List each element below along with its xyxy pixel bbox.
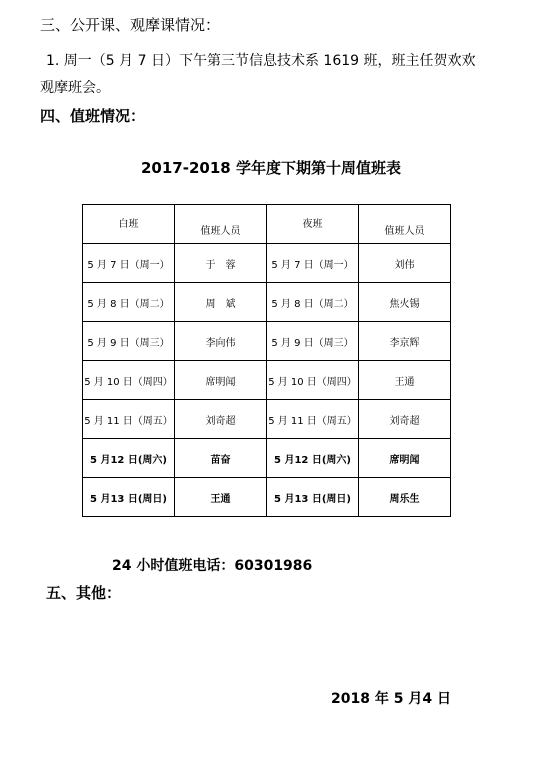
section-3-item-line2: 观摩班会。 <box>40 80 110 96</box>
section-3-item-line1: 1. 周一（5 月 7 日）下午第三节信息技术系 1619 班，班主任贺欢欢 <box>46 53 476 69</box>
duty-table <box>82 204 451 517</box>
table-row <box>83 322 451 361</box>
night-staff: 刘伟 <box>359 244 451 283</box>
day-staff: 于 蓉 <box>175 244 267 283</box>
header-day-staff: 值班人员 <box>175 205 267 244</box>
day-staff: 刘奇超 <box>175 400 267 439</box>
header-night-staff: 值班人员 <box>359 205 451 244</box>
day-staff: 席明闻 <box>175 361 267 400</box>
day-date: 5 月 7 日（周一） <box>83 244 175 283</box>
signature-date: 2018 年 5 月4 日 <box>331 691 451 707</box>
day-staff: 王通 <box>175 478 267 517</box>
section-4-heading: 四、值班情况： <box>40 107 146 125</box>
section-3-heading: 三、公开课、观摩课情况： <box>40 16 221 34</box>
table-row <box>83 478 451 517</box>
night-date: 5 月 8 日（周二） <box>267 283 359 322</box>
day-date: 5 月12 日(周六) <box>83 439 175 478</box>
night-date: 5 月12 日(周六) <box>267 439 359 478</box>
day-staff: 周 斌 <box>175 283 267 322</box>
day-date: 5 月 10 日（周四） <box>83 361 175 400</box>
day-date: 5 月 8 日（周二） <box>83 283 175 322</box>
table-row <box>83 439 451 478</box>
night-date: 5 月 10 日（周四） <box>267 361 359 400</box>
night-staff: 周乐生 <box>359 478 451 517</box>
duty-phone-line: 24 小时值班电话：60301986 <box>112 558 313 574</box>
night-staff: 焦火锡 <box>359 283 451 322</box>
section-5-heading: 五、其他： <box>46 584 122 602</box>
night-date: 5 月 11 日（周五） <box>267 400 359 439</box>
night-date: 5 月 7 日（周一） <box>267 244 359 283</box>
duty-table-title: 2017-2018 学年度下期第十周值班表 <box>141 159 401 177</box>
header-day-shift: 白班 <box>83 205 175 244</box>
day-date: 5 月 11 日（周五） <box>83 400 175 439</box>
table-row <box>83 244 451 283</box>
night-staff: 刘奇超 <box>359 400 451 439</box>
night-date: 5 月 9 日（周三） <box>267 322 359 361</box>
table-row <box>83 283 451 322</box>
day-date: 5 月13 日(周日) <box>83 478 175 517</box>
night-staff: 王通 <box>359 361 451 400</box>
table-row <box>83 400 451 439</box>
duty-table-header-row <box>83 205 451 244</box>
night-staff: 李京辉 <box>359 322 451 361</box>
day-staff: 李向伟 <box>175 322 267 361</box>
header-night-shift: 夜班 <box>267 205 359 244</box>
table-row <box>83 361 451 400</box>
night-staff: 席明闻 <box>359 439 451 478</box>
night-date: 5 月13 日(周日) <box>267 478 359 517</box>
day-staff: 苗奋 <box>175 439 267 478</box>
day-date: 5 月 9 日（周三） <box>83 322 175 361</box>
